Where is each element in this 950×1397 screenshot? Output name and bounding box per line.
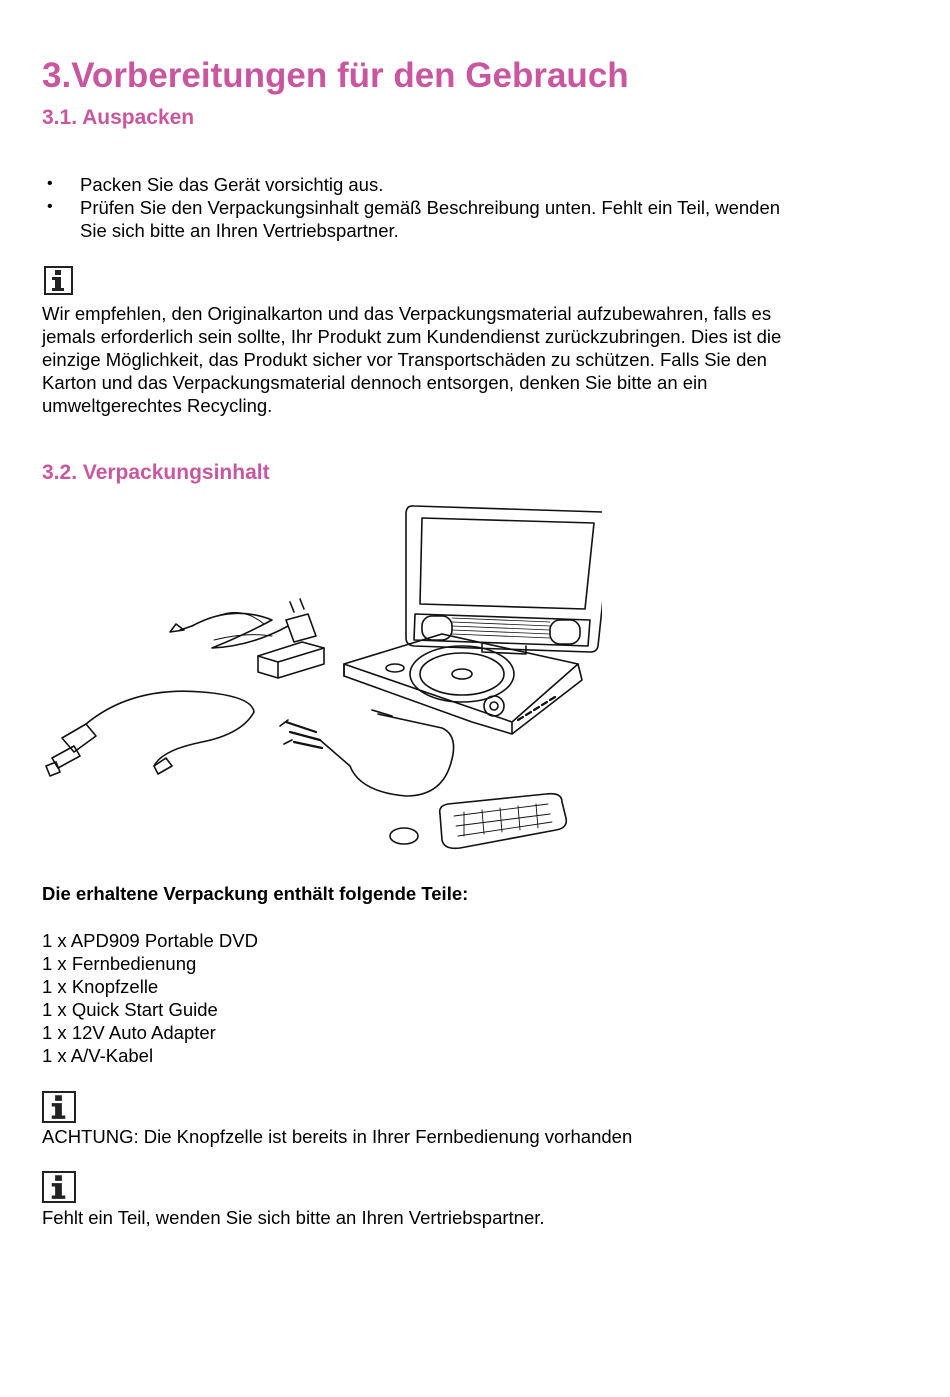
missing-part-note: Fehlt ein Teil, wenden Sie sich bitte an Ihren Vertriebspartner. <box>42 1207 545 1228</box>
package-contents-illustration <box>42 496 602 858</box>
note-line: jemals erforderlich sein sollte, Ihr Produkt zum Kundendienst zurückzubringen. Dies ist die <box>42 326 782 347</box>
section-heading-verpackungsinhalt: 3.2. Verpackungsinhalt <box>42 461 270 484</box>
dvd-player-drawing <box>344 506 602 734</box>
contents-list-item: 1 x Fernbedienung <box>42 953 197 974</box>
button-cell-drawing <box>390 828 418 844</box>
info-icon <box>42 1171 76 1203</box>
bullet-text: Sie sich bitte an Ihren Vertriebspartner. <box>80 220 399 241</box>
section-heading-auspacken: 3.1. Auspacken <box>42 106 195 129</box>
info-icon <box>42 1091 76 1123</box>
bullet-marker: • <box>47 198 53 215</box>
info-icon <box>44 266 73 295</box>
contents-list-item: 1 x Knopfzelle <box>42 976 159 997</box>
note-line: einzige Möglichkeit, das Produkt sicher vor Transportschäden zu schützen. Falls Sie den <box>42 349 767 370</box>
remote-control-drawing <box>440 794 567 849</box>
ac-adapter-drawing <box>170 599 324 678</box>
note-line: umweltgerechtes Recycling. <box>42 395 273 416</box>
note-line: Wir empfehlen, den Originalkarton und das Verpackungsmaterial aufzubewahren, falls es <box>42 303 772 324</box>
contents-list-item: 1 x A/V-Kabel <box>42 1045 154 1066</box>
contents-list-item: 1 x Quick Start Guide <box>42 999 218 1020</box>
contents-list-item: 1 x APD909 Portable DVD <box>42 930 258 951</box>
bullet-text: Packen Sie das Gerät vorsichtig aus. <box>80 174 384 195</box>
warning-note: ACHTUNG: Die Knopfzelle ist bereits in Ihrer Fernbedienung vorhanden <box>42 1126 633 1147</box>
car-adapter-drawing <box>46 691 254 776</box>
bullet-marker: • <box>47 175 53 192</box>
note-line: Karton und das Verpackungsmaterial dennoch entsorgen, denken Sie bitte an ein <box>42 372 708 393</box>
bullet-text: Prüfen Sie den Verpackungsinhalt gemäß Beschreibung unten. Fehlt ein Teil, wenden <box>80 197 781 218</box>
av-cable-drawing <box>280 710 454 796</box>
contents-list-heading: Die erhaltene Verpackung enthält folgende Teile: <box>42 883 469 904</box>
page-title: 3.Vorbereitungen für den Gebrauch <box>42 56 629 95</box>
contents-list-item: 1 x 12V Auto Adapter <box>42 1022 216 1043</box>
